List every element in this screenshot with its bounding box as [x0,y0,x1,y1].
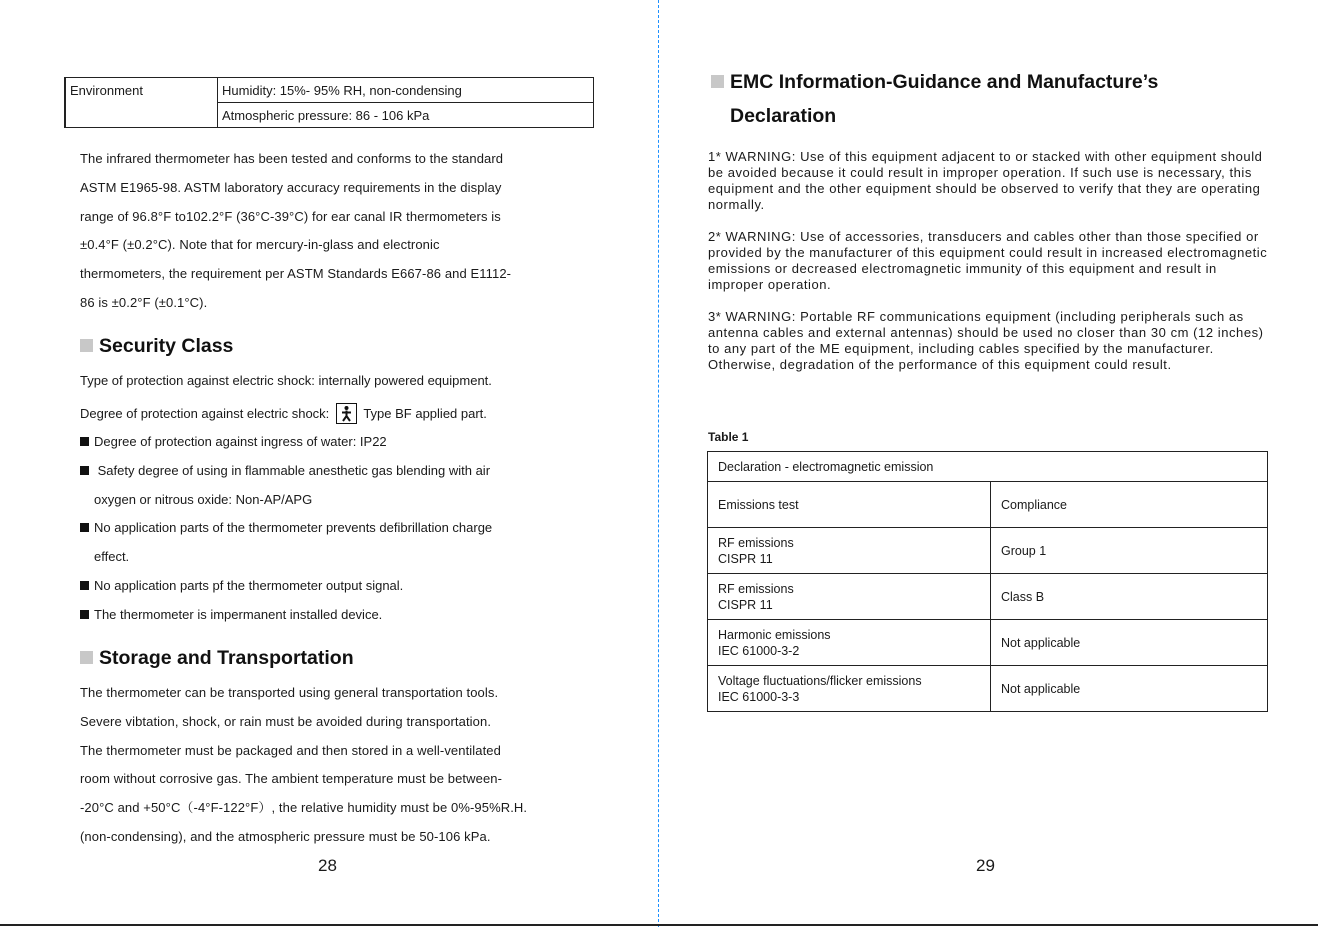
paragraph-line: thermometers, the requirement per ASTM Standards E667-86 and E1112- [80,266,512,282]
emissions-test-cell [708,528,991,574]
paragraph-line: room without corrosive gas. The ambient temperature must be between- [80,771,503,787]
paragraph-line: ASTM E1965-98. ASTM laboratory accuracy requirements in the display [80,179,502,195]
test-name: RF emissions [718,581,794,596]
right-page [659,0,1318,927]
bullet-text: No application parts of the thermometer prevents defibrillation charge [94,520,493,535]
paragraph-line: ±0.4°F (±0.2°C). Note that for mercury-in-glass and electronic [80,237,440,253]
test-name: Voltage fluctuations/flicker emissions [718,673,922,688]
table-row [708,666,1268,712]
type-bf-applied-part-icon [336,403,357,424]
black-square-bullet-icon [80,523,89,532]
paragraph-line: Severe vibtation, shock, or rain must be avoided during transportation. [80,713,492,729]
paragraph-line: -20°C and +50°C（-4°F-122°F）, the relative humidity must be 0%-95%R.H. [80,800,528,816]
emissions-test-cell [708,620,991,666]
emissions-test-cell [708,666,991,712]
gray-square-icon [80,651,93,664]
degree-protection-line [80,403,487,424]
compliance-cell: Not applicable [991,666,1268,712]
gray-square-icon [711,75,724,88]
storage-paragraph [80,679,527,852]
environment-table [64,77,594,128]
security-class-heading [80,335,233,358]
column-header-compliance: Compliance [991,482,1268,528]
paragraph-line: 86 is ±0.2°F (±0.1°C). [80,294,208,310]
bullet-text: Safety degree of using in flammable anesthetic gas blending with air [97,463,491,478]
compliance-cell: Group 1 [991,528,1268,574]
emission-table [707,451,1268,712]
warning-3: 3* WARNING: Portable RF communications equipment (including peripherals such as antenna cables and external antennas) should be used no closer than 30 cm (12 inches) to any part of the ME equipment, including cables specified by the manufacturer. Otherwise, degradation of the performance of this equipment could result. [708,309,1264,372]
paragraph-line: (non-condensing), and the atmospheric pressure must be 50-106 kPa. [80,828,491,844]
bullet-defib-continued: effect. [94,549,130,564]
table-title: Table 1 [708,430,749,444]
degree-prefix: Degree of protection against electric shock: [80,406,330,421]
test-standard: IEC 61000-3-3 [718,689,800,704]
table-row [708,620,1268,666]
warning-1: 1* WARNING: Use of this equipment adjacent to or stacked with other equipment should be avoided because it could result in improper operation. If such use is necessary, this equipment and the other equipment should be observed to verify that they are operating normally. [708,149,1263,212]
bullet-output [80,578,403,593]
emc-heading-line: Declaration [730,105,837,127]
paragraph-line: The thermometer can be transported using general transportation tools. [80,685,499,700]
test-standard: CISPR 11 [718,551,773,566]
test-name: Harmonic emissions [718,627,831,642]
black-square-bullet-icon [80,610,89,619]
emc-heading [711,65,1158,133]
left-page [0,0,658,927]
column-header-emissions-test: Emissions test [708,482,991,528]
security-class-title: Security Class [99,335,234,357]
degree-suffix: Type BF applied part. [363,406,487,421]
storage-title: Storage and Transportation [99,647,354,669]
compliance-cell: Class B [991,574,1268,620]
humidity-cell: Humidity: 15%- 95% RH, non-condensing [218,78,594,103]
protection-type-line: Type of protection against electric shock: internally powered equipment. [80,373,492,388]
emissions-test-cell [708,574,991,620]
bullet-water [80,434,387,449]
paragraph-line: The infrared thermometer has been tested and conforms to the standard [80,151,504,166]
accuracy-paragraph [80,145,511,318]
bullet-installed [80,607,382,622]
page-number: 29 [976,856,995,875]
pressure-cell: Atmospheric pressure: 86 - 106 kPa [218,103,594,128]
bullet-text: Degree of protection against ingress of water: IP22 [94,434,387,449]
black-square-bullet-icon [80,466,89,475]
black-square-bullet-icon [80,581,89,590]
warning-2: 2* WARNING: Use of accessories, transducers and cables other than those specified or provided by the manufacturer of this equipment could result in increased electromagnetic emissions or decreased electromagnetic immunity of this equipment and result in improper operation. [708,229,1268,292]
table-row [708,574,1268,620]
page-number: 28 [318,856,337,875]
test-standard: IEC 61000-3-2 [718,643,800,658]
emc-heading-line: EMC Information-Guidance and Manufacture’s [730,71,1159,93]
compliance-cell: Not applicable [991,620,1268,666]
bullet-safety [80,463,490,478]
table-row [708,528,1268,574]
test-standard: CISPR 11 [718,597,773,612]
table-header: Declaration - electromagnetic emission [708,452,1268,482]
paragraph-line: range of 96.8°F to102.2°F (36°C-39°C) for ear canal IR thermometers is [80,208,501,224]
bullet-defib [80,520,492,535]
bullet-safety-continued: oxygen or nitrous oxide: Non-AP/APG [94,492,313,507]
paragraph-line: The thermometer must be packaged and then stored in a well-ventilated [80,742,501,758]
bullet-text: No application parts pf the thermometer output signal. [94,578,404,593]
black-square-bullet-icon [80,437,89,446]
gray-square-icon [80,339,93,352]
storage-heading [80,647,354,670]
environment-label: Environment [65,78,218,128]
bullet-text: The thermometer is impermanent installed device. [94,607,383,622]
test-name: RF emissions [718,535,794,550]
